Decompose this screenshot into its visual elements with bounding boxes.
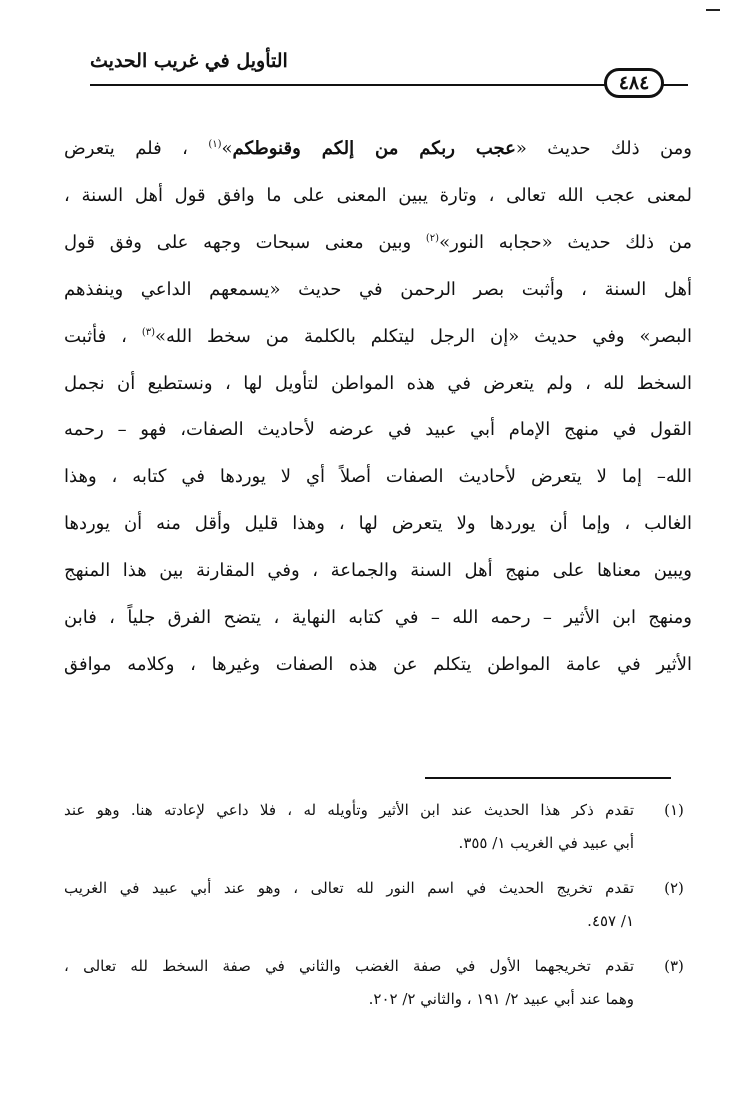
footnote-line: تقدم تخريجهما الأول في صفة الغضب والثاني في صفة السخط لله تعالى ،: [64, 957, 634, 975]
body-line-text: الله– إما لا يتعرض لأحاديث الصفات أصلاً أي لا يوردها في كتابه ، وهذا: [64, 466, 692, 488]
body-line-text: الغالب ، وإما أن يوردها ولا يتعرض لها ، وهذا قليل وأقل منه أن يوردها: [64, 513, 692, 535]
body-line-text: أهل السنة ، وأثبت بصر الرحمن في حديث «يسمعهم الداعي وينفذهم: [64, 278, 692, 300]
body-line: [64, 220, 692, 267]
body-line-text: من ذلك حديث «حجابه النور»: [439, 231, 692, 253]
body-line: [64, 407, 692, 454]
body-line: [64, 548, 692, 595]
running-header-title: التأويل في غريب الحديث: [90, 50, 288, 72]
body-line-text: »: [221, 138, 233, 159]
body-line-text: ومنهج ابن الأثير – رحمه الله – في كتابه النهاية ، يتضح الفرق جلياً ، فابن: [64, 607, 692, 629]
footnotes: [64, 794, 694, 1028]
footnote: [64, 794, 694, 860]
body-line-text: القول في منهج الإمام أبي عبيد في عرضه لأحاديث الصفات، فهو – رحمه: [64, 419, 692, 441]
footnote-reference: (٣): [141, 326, 156, 338]
body-line-text: ويبين معناها على منهج أهل السنة والجماعة ، وفي المقارنة بين هذا المنهج: [64, 560, 692, 582]
footnote: [64, 950, 694, 1016]
footnote-number: (٣): [664, 957, 684, 975]
header-rule: [90, 84, 688, 86]
body-line-text: وبين معنى سبحات وجهه على وفق قول: [64, 231, 426, 253]
body-line: [64, 361, 692, 408]
body-line-text: ، فأثبت: [64, 325, 142, 347]
body-line: [64, 126, 692, 173]
body-line-text: السخط لله ، ولم يتعرض في هذه المواطن لتأويل لها ، ونستطيع أن نجمل: [64, 372, 692, 394]
hadith-quote: عجب ربكم من إلكم وقنوطكم: [232, 138, 516, 159]
page-number: ٤٨٤: [604, 68, 664, 98]
footnote-line: أبي عبيد في الغريب ١/ ٣٥٥.: [458, 834, 634, 852]
footnote-line: تقدم تخريج الحديث في اسم النور لله تعالى ، وهو عند أبي عبيد في الغريب: [64, 879, 634, 897]
footnote-line: تقدم ذكر هذا الحديث عند ابن الأثير وتأويله له ، فلا داعي لإعادته هنا. وهو عند: [64, 801, 634, 819]
body-line: [64, 595, 692, 642]
footnote-number: (١): [664, 801, 684, 819]
footnote-separator: [425, 777, 671, 779]
footnote-reference: (١): [208, 139, 222, 150]
body-line: [64, 267, 692, 314]
footnote-reference: (٢): [425, 232, 440, 244]
footnote: [64, 872, 694, 938]
body-line: [64, 173, 692, 220]
footnote-line: وهما عند أبي عبيد ٢/ ١٩١ ، والثاني ٢/ ٢٠٢.: [368, 990, 634, 1008]
body-line: [64, 642, 692, 689]
footnote-number: (٢): [664, 879, 684, 897]
body-line-text: الأثير في عامة المواطن يتكلم عن هذه الصفات وغيرها ، وكلامه موافق: [64, 653, 692, 675]
footnote-line: ١/ ٤٥٧.: [587, 912, 634, 930]
body-line: [64, 454, 692, 501]
scan-mark: [706, 9, 720, 11]
body-line-text: ، فلم يتعرض: [64, 138, 209, 159]
body-line: [64, 501, 692, 548]
body-line-text: ومن ذلك حديث «: [515, 138, 692, 159]
body-text: [64, 126, 692, 689]
body-line-text: البصر» وفي حديث «إن الرجل ليتكلم بالكلمة من سخط الله»: [155, 325, 692, 347]
body-line-text: لمعنى عجب الله تعالى ، وتارة يبين المعنى على ما وافق قول أهل السنة ،: [64, 184, 692, 206]
body-line: [64, 314, 692, 361]
